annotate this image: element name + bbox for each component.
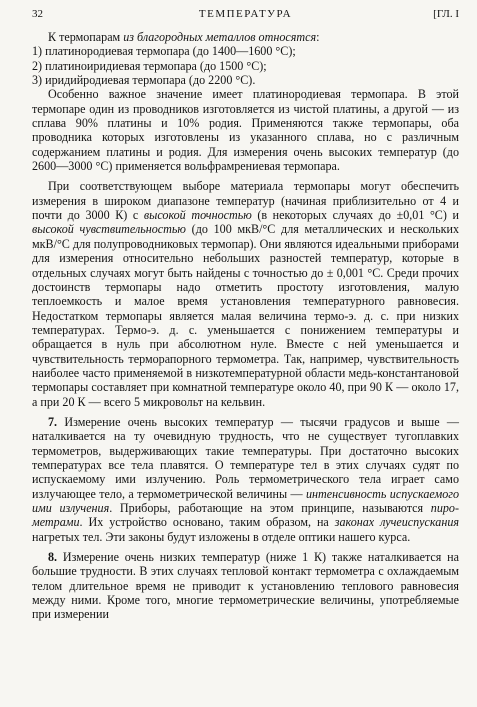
text-run: (до 100 мкВ/°C для металлических и нескольких мкВ/°C для полупроводниковых термопар). Они являются идеальными приборами для измерения относительно небольших разностей температур, которые в отдельных случаях могут быть найдены с точностью до ± 0,001 °C. Среди прочих достоинств термопары надо отметить простоту изготовления, малую теплоемкость и малое время установления температурного равновесия. Недостатком термопары является малая величина термо-э. д. с. при низких температурах. Термо-э. д. с. уменьшается с понижением температуры и обращается в нуль при абсолютном нуле. Вместе с ней уменьшается и чувствительность терморапорного термометра. Так, например, чувствительность наиболее часто применяемой в низкотемпературной области медь-константановой термопары составляет при комнатной температуре около 40, при 90 К — около 17, а при 20 К — всего 5 микровольт на кельвин. [32, 222, 460, 409]
paragraph-platinum: Особенно важное значение имеет платинородиевая термопара. В этой термопаре один из проводников изготовляется из чистой платины, а другой — из сплава 90% платины и 10% родия. Применяются также термопары, оба проводника которых изготовлены из указанного сплава, но с различным содержанием платины и родия. Для измерения очень высоких температур (до 2600—3000 °C) применяется вольфрамрениевая термопара. [32, 87, 459, 174]
text-run: Измерение очень низких температур (ниже 1 К) также наталкивается на большие трудности. В этих случаях тепловой контакт термометра с охлаждаемым телом длительное время не приводит к установлению теплового равновесия между ними. Кроме того, многие термометрические величины, употребляемые при измерении [32, 550, 459, 622]
section-number: 8. [48, 550, 58, 565]
text-run: нагретых тел. Эти законы будут изложены в отделе оптики нашего курса. [32, 529, 411, 544]
intro-line [32, 30, 459, 44]
italic-run: высокой чувствительностью [32, 222, 186, 237]
italic-run: интенсивность испускаемого ими излучения [32, 486, 460, 515]
list-item: 3) иридийродиевая термопара (до 2200 °C). [32, 73, 256, 88]
section-8 [32, 550, 459, 622]
body-text [32, 30, 459, 622]
italic-run: законах лучеиспускания [334, 515, 459, 530]
list-item: 1) платинородиевая термопара (до 1400—1600 °C); [32, 44, 296, 59]
text-run: Измерение очень высоких температур — тысячи градусов и выше — наталкивается на ту очевидную трудность, что не существует тугоплавких термометров, выдерживающих такие температуры. При достаточно высоких температурах все тела плавятся. О температуре тел в этих случаях судят по испускаемому ими излучению. Роль термометрического тела играет само излучающее тело, а термометрической величины — [32, 414, 459, 501]
text-run: . Их устройство основано, таким образом, на [79, 515, 335, 530]
intro-colon: : [316, 30, 320, 44]
page-header [32, 8, 459, 30]
italic-run: пирометрами [32, 501, 459, 530]
intro-text: К термопарам [48, 30, 124, 44]
text-run: (в некоторых случаях до ±0,01 °C) и [251, 208, 459, 223]
running-title: ТЕМПЕРАТУРА [198, 8, 293, 20]
text-run: При соответствующем выборе материала термопары могут обеспечить измерения в широком диапазоне температур (начиная приблизительно от 4 и почти до 3000 К) с [32, 179, 459, 223]
section-7 [32, 415, 459, 544]
page-number: 32 [32, 8, 43, 20]
chapter-marker: [ГЛ. I [433, 8, 459, 20]
intro-italic: из благородных металлов относятся [123, 30, 317, 44]
list-item: 2) платиноиридиевая термопара (до 1500 °C); [32, 58, 267, 73]
text-run: . Приборы, работающие на этом принципе, называются [109, 501, 431, 515]
paragraph-thermocouple-properties [32, 179, 459, 409]
italic-run: высокой точностью [143, 208, 252, 223]
section-number: 7. [48, 414, 58, 429]
